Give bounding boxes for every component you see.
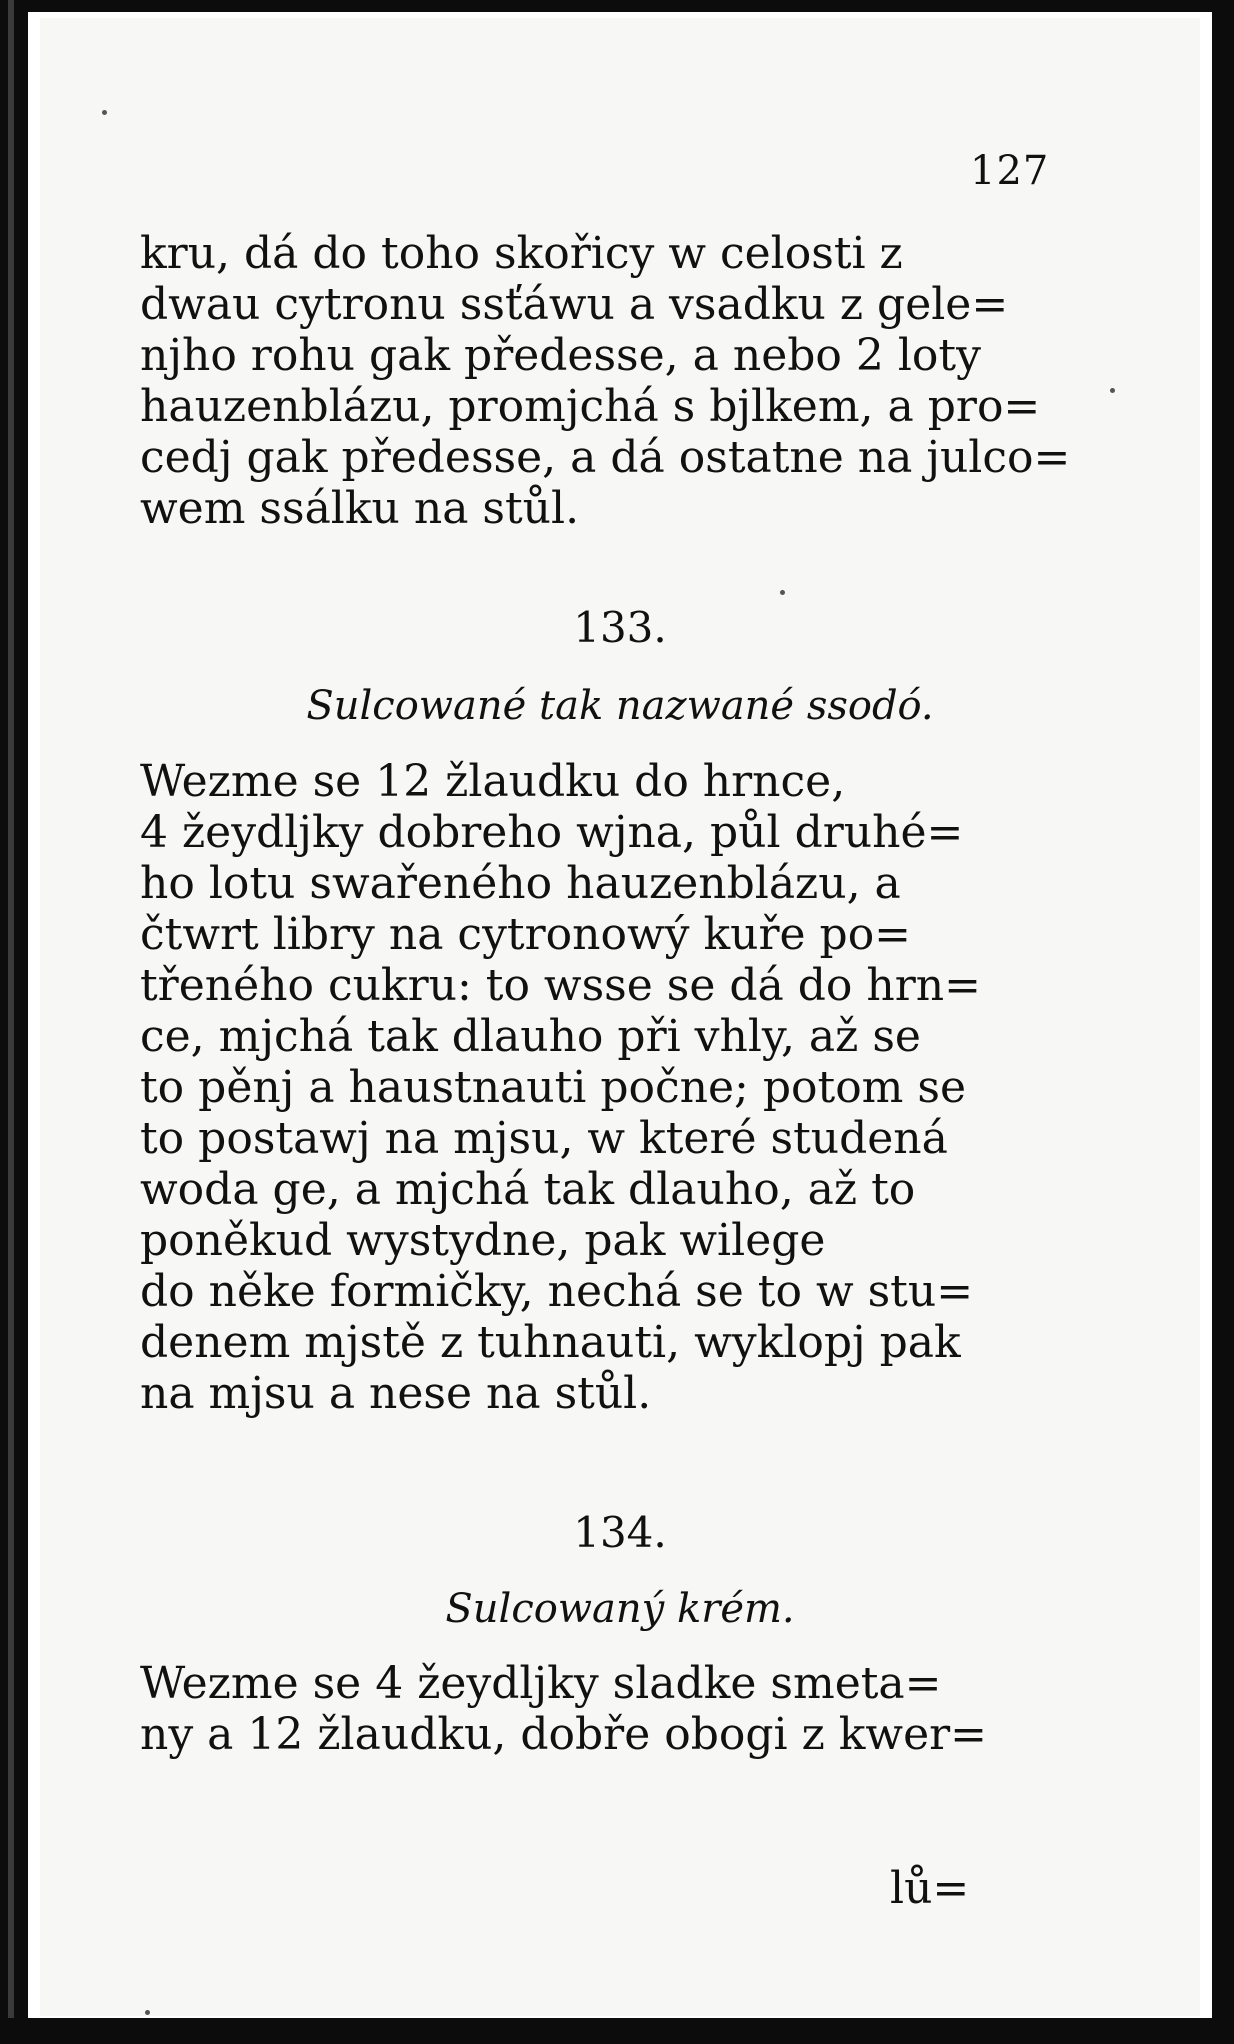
catchword: lů= [890,1863,970,1914]
text-line: 4 žeydljky dobreho wjna, půl druhé= [140,807,964,858]
book-page [40,18,1200,2016]
paper-speck [1110,388,1115,393]
text-line: Wezme se 4 žeydljky sladke smeta= [140,1658,942,1709]
text-line: woda ge, a mjchá tak dlauho, až to [140,1164,916,1215]
text-line: cedj gak předesse, a dá ostatne na julco= [140,432,1071,483]
text-line: Wezme se 12 žlaudku do hrnce, [140,756,846,807]
scan-border-left-inner [8,0,14,2044]
text-line: kru, dá do toho skořicy w celosti z [140,228,903,279]
paper-speck [102,110,107,115]
text-line: ce, mjchá tak dlauho při vhly, až se [140,1011,921,1062]
text-line: denem mjstě z tuhnauti, wyklopj pak [140,1317,961,1368]
text-line: poněkud wystydne, pak wilege [140,1215,826,1266]
recipe-title: Sulcowané tak nazwané ssodó. [306,683,934,729]
recipe-body [140,1658,1050,1760]
text-line: ho lotu swařeného hauzenblázu, a [140,858,901,909]
text-line: ny a 12 žlaudku, dobře obogi z kwer= [140,1709,988,1760]
text-line: na mjsu a nese na stůl. [140,1368,652,1419]
page-number: 127 [970,148,1050,194]
text-line: hauzenblázu, promjchá s bjlkem, a pro= [140,381,1041,432]
scan-border-top [0,0,1234,12]
recipe-number: 133. [573,603,667,652]
scan-border-right [1212,0,1234,2044]
paper-speck [145,2010,150,2015]
text-line: njho rohu gak předesse, a nebo 2 loty [140,330,981,381]
text-line: třeného cukru: to wsse se dá do hrn= [140,960,981,1011]
scan-border-bottom [0,2018,1234,2044]
text-line: to postawj na mjsu, w které studená [140,1113,948,1164]
paper-speck [780,590,785,595]
scan-border-left [0,0,28,2044]
recipe-number: 134. [573,1508,667,1557]
text-line: to pěnj a haustnauti počne; potom se [140,1062,967,1113]
recipe-body [140,756,1050,1419]
paragraph-continued [140,228,1071,534]
text-line: dwau cytronu ssťáwu a vsadku z gele= [140,279,1009,330]
text-line: čtwrt libry na cytronowý kuře po= [140,909,912,960]
text-line: do něke formičky, nechá se to w stu= [140,1266,974,1317]
recipe-title: Sulcowaný krém. [445,1586,795,1632]
text-line: wem ssálku na stůl. [140,483,580,534]
